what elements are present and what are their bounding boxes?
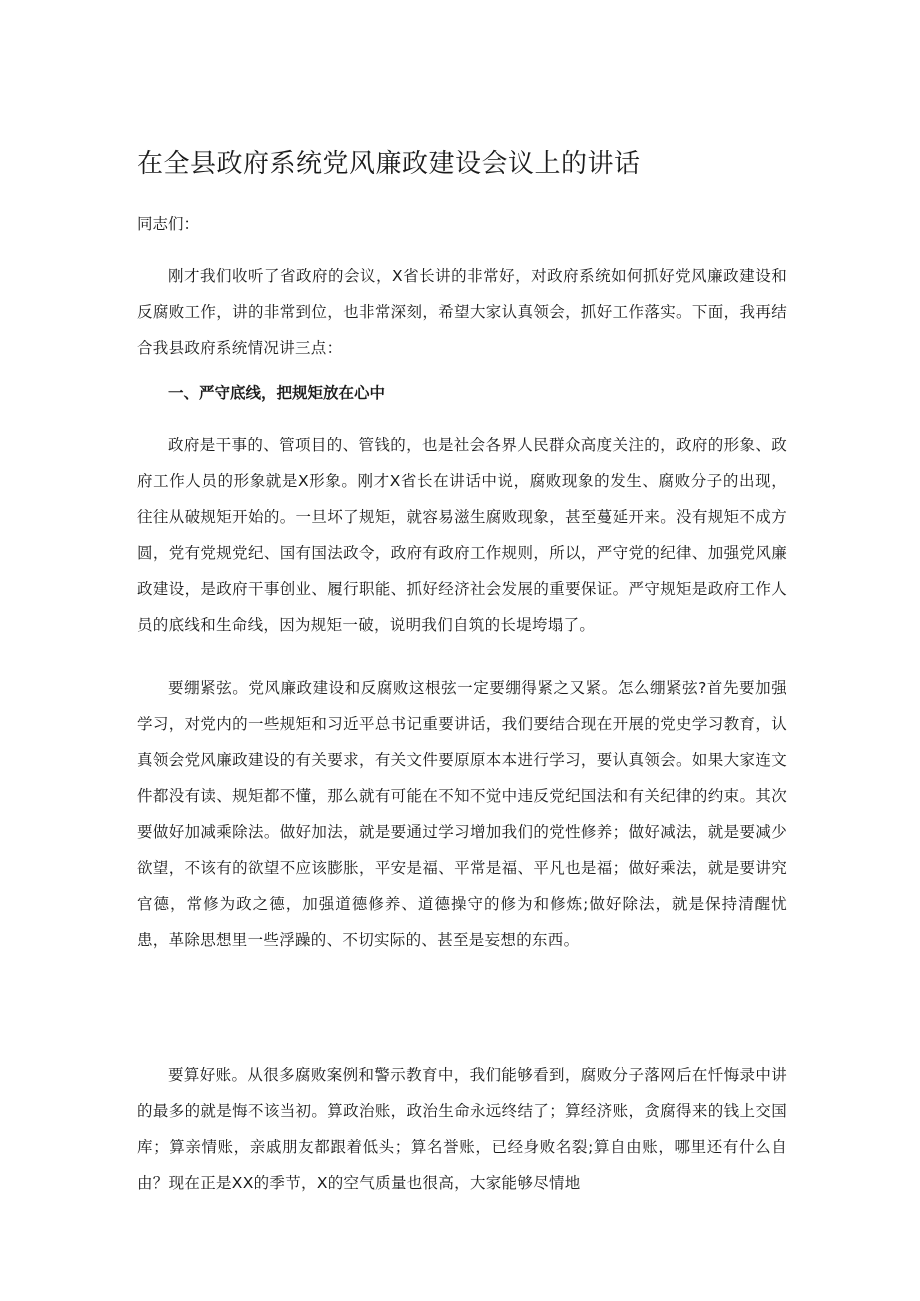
document-title: 在全县政府系统党风廉政建设会议上的讲话 bbox=[137, 149, 641, 179]
paragraph-rules: 政府是干事的、管项目的、管钱的，也是社会各界人民群众高度关注的，政府的形象、政府工作人员的形象就是X形象。刚才X省长在讲话中说，腐败现象的发生、腐败分子的出现，往往从破规矩开始的。一旦坏了规矩，就容易滋生腐败现象，甚至蔓延开来。没有规矩不成方圆，党有党规党纪、国有国法政令，政府有政府工作规则，所以，严守党的纪律、加强党风廉政建设，是政府干事创业、履行职能、抓好经济社会发展的重要保证。严守规矩是政府工作人员的底线和生命线，因为规矩一破，说明我们自筑的长堤垮塌了。 bbox=[137, 436, 787, 634]
paragraph-tighten: 要绷紧弦。党风廉政建设和反腐败这根弦一定要绷得紧之又紧。怎么绷紧弦?首先要加强学习，对党内的一些规矩和习近平总书记重要讲话，我们要结合现在开展的党史学习教育，认真领会党风廉政建设的有关要求，有关文件要原原本本进行学习，要认真领会。如果大家连文件都没有读、规矩都不懂，那么就有可能在不知不觉中违反党纪国法和有关纪律的约束。其次要做好加减乘除法。做好加法，就是要通过学习增加我们的党性修养；做好减法，就是要减少欲望，不该有的欲望不应该膨胀，平安是福、平常是福、平凡也是福；做好乘法，就是要讲究官德，常修为政之德，加强道德修养、道德操守的修为和修炼;做好除法，就是保持清醒忧患，革除思想里一些浮躁的、不切实际的、甚至是妄想的东西。 bbox=[137, 679, 787, 949]
salutation: 同志们： bbox=[137, 215, 200, 233]
paragraph-intro: 刚才我们收听了省政府的会议，X省长讲的非常好，对政府系统如何抓好党风廉政建设和反腐败工作，讲的非常到位，也非常深刻，希望大家认真领会，抓好工作落实。下面，我再结合我县政府系统情况讲三点： bbox=[137, 267, 787, 357]
paragraph-account: 要算好账。从很多腐败案例和警示教育中，我们能够看到，腐败分子落网后在忏悔录中讲的最多的就是悔不该当初。算政治账，政治生命永远终结了；算经济账，贪腐得来的钱上交国库；算亲情账，亲戚朋友都跟着低头；算名誉账，已经身败名裂;算自由账，哪里还有什么自由？现在正是XX的季节，X的空气质量也很高，大家能够尽情地 bbox=[137, 1066, 787, 1192]
section-heading-one: 一、严守底线，把规矩放在心中 bbox=[168, 384, 386, 402]
